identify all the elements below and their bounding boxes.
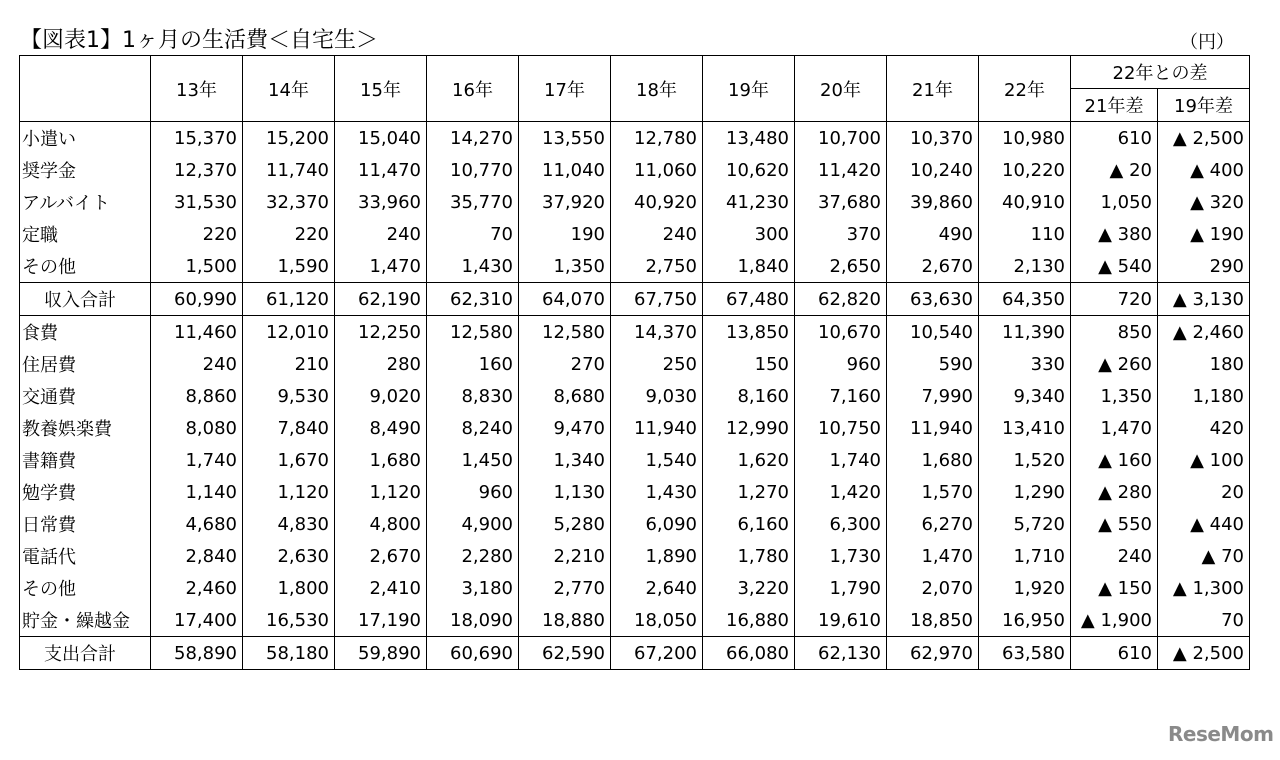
table-cell: 610 [1071,637,1158,670]
row-label: 教養娯楽費 [20,412,151,444]
table-cell: 8,860 [151,380,243,412]
table-cell: 4,680 [151,508,243,540]
col-header: 17年 [519,56,611,122]
table-cell: 10,370 [887,122,979,155]
table-cell: 64,070 [519,283,611,316]
table-cell: ▲ 150 [1071,572,1158,604]
table-cell: 2,750 [611,250,703,283]
table-row [20,540,1250,572]
table-cell: 13,850 [703,316,795,349]
table-cell: 5,280 [519,508,611,540]
table-title: 【図表1】1ヶ月の生活費＜自宅生＞ [20,28,378,53]
table-row [20,250,1250,283]
table-cell: 370 [795,218,887,250]
table-cell: 720 [1071,283,1158,316]
table-cell: 1,570 [887,476,979,508]
table-cell: 1,680 [335,444,427,476]
table-cell: 63,580 [979,637,1071,670]
table-cell: 1,350 [519,250,611,283]
table-row [20,186,1250,218]
table-cell: 58,180 [243,637,335,670]
table-cell: 290 [1158,250,1250,283]
table-cell: 3,220 [703,572,795,604]
table-cell: 18,880 [519,604,611,637]
table-cell: 1,120 [335,476,427,508]
table-cell: ▲ 380 [1071,218,1158,250]
table-cell: ▲ 3,130 [1158,283,1250,316]
col-header: 13年 [151,56,243,122]
table-cell: 10,220 [979,154,1071,186]
table-cell: 1,340 [519,444,611,476]
col-header: 20年 [795,56,887,122]
table-cell: 18,090 [427,604,519,637]
header-row-1 [20,56,1250,89]
table-cell: 62,190 [335,283,427,316]
row-label: 交通費 [20,380,151,412]
table-cell: 1,420 [795,476,887,508]
table-cell: 1,180 [1158,380,1250,412]
table-cell: 10,540 [887,316,979,349]
table-cell: 1,920 [979,572,1071,604]
table-cell: 8,240 [427,412,519,444]
diff-col-header: 21年差 [1071,89,1158,122]
table-cell: 1,790 [795,572,887,604]
table-cell: 1,470 [335,250,427,283]
table-cell: 62,310 [427,283,519,316]
table-cell: 10,670 [795,316,887,349]
table-cell: 17,190 [335,604,427,637]
table-cell: 64,350 [979,283,1071,316]
table-cell: 11,470 [335,154,427,186]
table-cell: 2,280 [427,540,519,572]
table-cell: 1,120 [243,476,335,508]
table-cell: 2,650 [795,250,887,283]
table-row [20,380,1250,412]
table-cell: ▲ 400 [1158,154,1250,186]
row-label: 定職 [20,218,151,250]
col-header: 22年 [979,56,1071,122]
table-cell: 960 [795,348,887,380]
table-cell: 2,670 [887,250,979,283]
row-label: その他 [20,250,151,283]
col-header: 19年 [703,56,795,122]
table-cell: 300 [703,218,795,250]
table-cell: 4,900 [427,508,519,540]
table-cell: 37,920 [519,186,611,218]
table-cell: 490 [887,218,979,250]
table-cell: 270 [519,348,611,380]
col-header: 16年 [427,56,519,122]
table-cell: 7,160 [795,380,887,412]
table-cell: 11,940 [887,412,979,444]
table-cell: 14,270 [427,122,519,155]
table-cell: ▲ 2,500 [1158,122,1250,155]
table-cell: 2,670 [335,540,427,572]
table-cell: 1,140 [151,476,243,508]
table-cell: 8,490 [335,412,427,444]
table-cell: 2,210 [519,540,611,572]
diff-col-header: 19年差 [1158,89,1250,122]
table-cell: 330 [979,348,1071,380]
table-cell: 590 [887,348,979,380]
row-label: 収入合計 [20,283,151,316]
table-body [20,122,1250,670]
table-cell: 1,050 [1071,186,1158,218]
table-cell: 12,370 [151,154,243,186]
table-cell: 15,370 [151,122,243,155]
table-cell: 2,640 [611,572,703,604]
table-cell: 66,080 [703,637,795,670]
table-cell: 11,420 [795,154,887,186]
table-cell: 60,990 [151,283,243,316]
table-row [20,604,1250,637]
table-cell: 9,470 [519,412,611,444]
table-cell: 8,680 [519,380,611,412]
table-cell: ▲ 280 [1071,476,1158,508]
table-cell: ▲ 260 [1071,348,1158,380]
row-label: 貯金・繰越金 [20,604,151,637]
table-cell: ▲ 320 [1158,186,1250,218]
table-cell: 1,270 [703,476,795,508]
table-cell: 6,160 [703,508,795,540]
table-cell: 1,520 [979,444,1071,476]
table-cell: 160 [427,348,519,380]
table-cell: 18,850 [887,604,979,637]
table-cell: 240 [611,218,703,250]
table-cell: 59,890 [335,637,427,670]
table-cell: 240 [151,348,243,380]
table-cell: 67,200 [611,637,703,670]
table-cell: 31,530 [151,186,243,218]
table-cell: 12,990 [703,412,795,444]
table-cell: 6,300 [795,508,887,540]
table-cell: 2,770 [519,572,611,604]
table-cell: 3,180 [427,572,519,604]
table-cell: 8,160 [703,380,795,412]
table-cell: 1,290 [979,476,1071,508]
table-cell: 11,740 [243,154,335,186]
row-label: 書籍費 [20,444,151,476]
table-cell: ▲ 1,300 [1158,572,1250,604]
table-cell: 11,940 [611,412,703,444]
row-label: 支出合計 [20,637,151,670]
table-cell: 250 [611,348,703,380]
table-cell: 20 [1158,476,1250,508]
row-label: 日常費 [20,508,151,540]
table-cell: 63,630 [887,283,979,316]
table-cell: 7,990 [887,380,979,412]
table-cell: 1,470 [1071,412,1158,444]
table-cell: 12,010 [243,316,335,349]
table-cell: 4,800 [335,508,427,540]
table-cell: 62,970 [887,637,979,670]
table-cell: 1,620 [703,444,795,476]
diff-group-header: 22年との差 [1071,56,1250,89]
table-cell: 14,370 [611,316,703,349]
table-row [20,637,1250,670]
table-cell: 1,680 [887,444,979,476]
table-cell: 8,080 [151,412,243,444]
table-cell: 1,450 [427,444,519,476]
table-cell: 11,040 [519,154,611,186]
table-cell: ▲ 20 [1071,154,1158,186]
table-cell: 1,130 [519,476,611,508]
table-cell: 1,430 [611,476,703,508]
table-cell: 62,820 [795,283,887,316]
table-cell: ▲ 100 [1158,444,1250,476]
table-cell: 35,770 [427,186,519,218]
table-cell: 1,540 [611,444,703,476]
table-cell: 60,690 [427,637,519,670]
table-cell: 110 [979,218,1071,250]
table-cell: 40,920 [611,186,703,218]
table-cell: 11,390 [979,316,1071,349]
table-row [20,283,1250,316]
table-row [20,508,1250,540]
table-cell: ▲ 160 [1071,444,1158,476]
table-cell: 16,880 [703,604,795,637]
table-cell: 10,620 [703,154,795,186]
table-cell: 9,530 [243,380,335,412]
table-cell: 7,840 [243,412,335,444]
table-cell: 1,430 [427,250,519,283]
table-cell: 70 [427,218,519,250]
table-cell: 280 [335,348,427,380]
table-cell: 1,740 [795,444,887,476]
table-cell: 210 [243,348,335,380]
table-cell: 610 [1071,122,1158,155]
table-cell: 41,230 [703,186,795,218]
row-label: 電話代 [20,540,151,572]
table-cell: 9,340 [979,380,1071,412]
table-cell: 11,460 [151,316,243,349]
table-cell: ▲ 2,460 [1158,316,1250,349]
table-cell: 2,130 [979,250,1071,283]
table-cell: 10,240 [887,154,979,186]
table-cell: 18,050 [611,604,703,637]
row-label: 住居費 [20,348,151,380]
table-cell: 960 [427,476,519,508]
table-cell: ▲ 1,900 [1071,604,1158,637]
living-cost-table [19,55,1250,670]
table-cell: 39,860 [887,186,979,218]
table-cell: 16,950 [979,604,1071,637]
table-cell: 180 [1158,348,1250,380]
header-corner [20,56,151,122]
table-cell: 1,710 [979,540,1071,572]
table-row [20,316,1250,349]
col-header: 21年 [887,56,979,122]
table-cell: 62,590 [519,637,611,670]
table-cell: 58,890 [151,637,243,670]
resemom-logo: ReseMom [1168,722,1274,746]
table-cell: 1,890 [611,540,703,572]
table-cell: ▲ 550 [1071,508,1158,540]
table-cell: 10,750 [795,412,887,444]
table-cell: 9,020 [335,380,427,412]
table-cell: 15,040 [335,122,427,155]
table-cell: 2,840 [151,540,243,572]
table-cell: 12,780 [611,122,703,155]
table-cell: 6,270 [887,508,979,540]
table-row [20,122,1250,155]
table-cell: 150 [703,348,795,380]
unit-label: （円） [1180,32,1234,53]
table-cell: 2,630 [243,540,335,572]
table-cell: 1,500 [151,250,243,283]
table-cell: 220 [151,218,243,250]
table-row [20,412,1250,444]
table-cell: 1,470 [887,540,979,572]
table-cell: 1,590 [243,250,335,283]
table-cell: 11,060 [611,154,703,186]
table-cell: 1,740 [151,444,243,476]
table-cell: 6,090 [611,508,703,540]
table-cell: 12,250 [335,316,427,349]
row-label: 食費 [20,316,151,349]
table-cell: 5,720 [979,508,1071,540]
table-cell: 70 [1158,604,1250,637]
row-label: 小遣い [20,122,151,155]
row-label: アルバイト [20,186,151,218]
table-row [20,218,1250,250]
table-cell: 2,410 [335,572,427,604]
table-cell: 8,830 [427,380,519,412]
table-cell: ▲ 190 [1158,218,1250,250]
table-row [20,348,1250,380]
table-cell: 4,830 [243,508,335,540]
table-cell: 240 [335,218,427,250]
table-cell: 1,670 [243,444,335,476]
table-cell: 32,370 [243,186,335,218]
table-cell: 67,480 [703,283,795,316]
table-cell: 15,200 [243,122,335,155]
table-cell: 12,580 [427,316,519,349]
row-label: 勉学費 [20,476,151,508]
col-header: 14年 [243,56,335,122]
table-cell: 12,580 [519,316,611,349]
table-cell: 1,780 [703,540,795,572]
table-cell: 1,800 [243,572,335,604]
table-cell: 13,480 [703,122,795,155]
table-cell: ▲ 540 [1071,250,1158,283]
table-cell: ▲ 440 [1158,508,1250,540]
table-cell: ▲ 2,500 [1158,637,1250,670]
table-cell: 61,120 [243,283,335,316]
table-cell: 33,960 [335,186,427,218]
table-row [20,154,1250,186]
table-cell: 850 [1071,316,1158,349]
col-header: 15年 [335,56,427,122]
table-cell: 190 [519,218,611,250]
table-row [20,444,1250,476]
col-header: 18年 [611,56,703,122]
table-cell: 1,350 [1071,380,1158,412]
row-label: その他 [20,572,151,604]
row-label: 奨学金 [20,154,151,186]
table-cell: 9,030 [611,380,703,412]
table-cell: 2,460 [151,572,243,604]
table-cell: 220 [243,218,335,250]
table-cell: 240 [1071,540,1158,572]
table-cell: 40,910 [979,186,1071,218]
table-cell: 17,400 [151,604,243,637]
table-cell: 19,610 [795,604,887,637]
table-cell: 10,980 [979,122,1071,155]
table-row [20,572,1250,604]
table-cell: ▲ 70 [1158,540,1250,572]
table-cell: 1,730 [795,540,887,572]
table-cell: 10,770 [427,154,519,186]
table-cell: 13,550 [519,122,611,155]
table-cell: 10,700 [795,122,887,155]
table-cell: 16,530 [243,604,335,637]
table-cell: 67,750 [611,283,703,316]
table-row [20,476,1250,508]
table-cell: 13,410 [979,412,1071,444]
table-cell: 62,130 [795,637,887,670]
table-cell: 420 [1158,412,1250,444]
table-cell: 2,070 [887,572,979,604]
table-cell: 1,840 [703,250,795,283]
table-cell: 37,680 [795,186,887,218]
